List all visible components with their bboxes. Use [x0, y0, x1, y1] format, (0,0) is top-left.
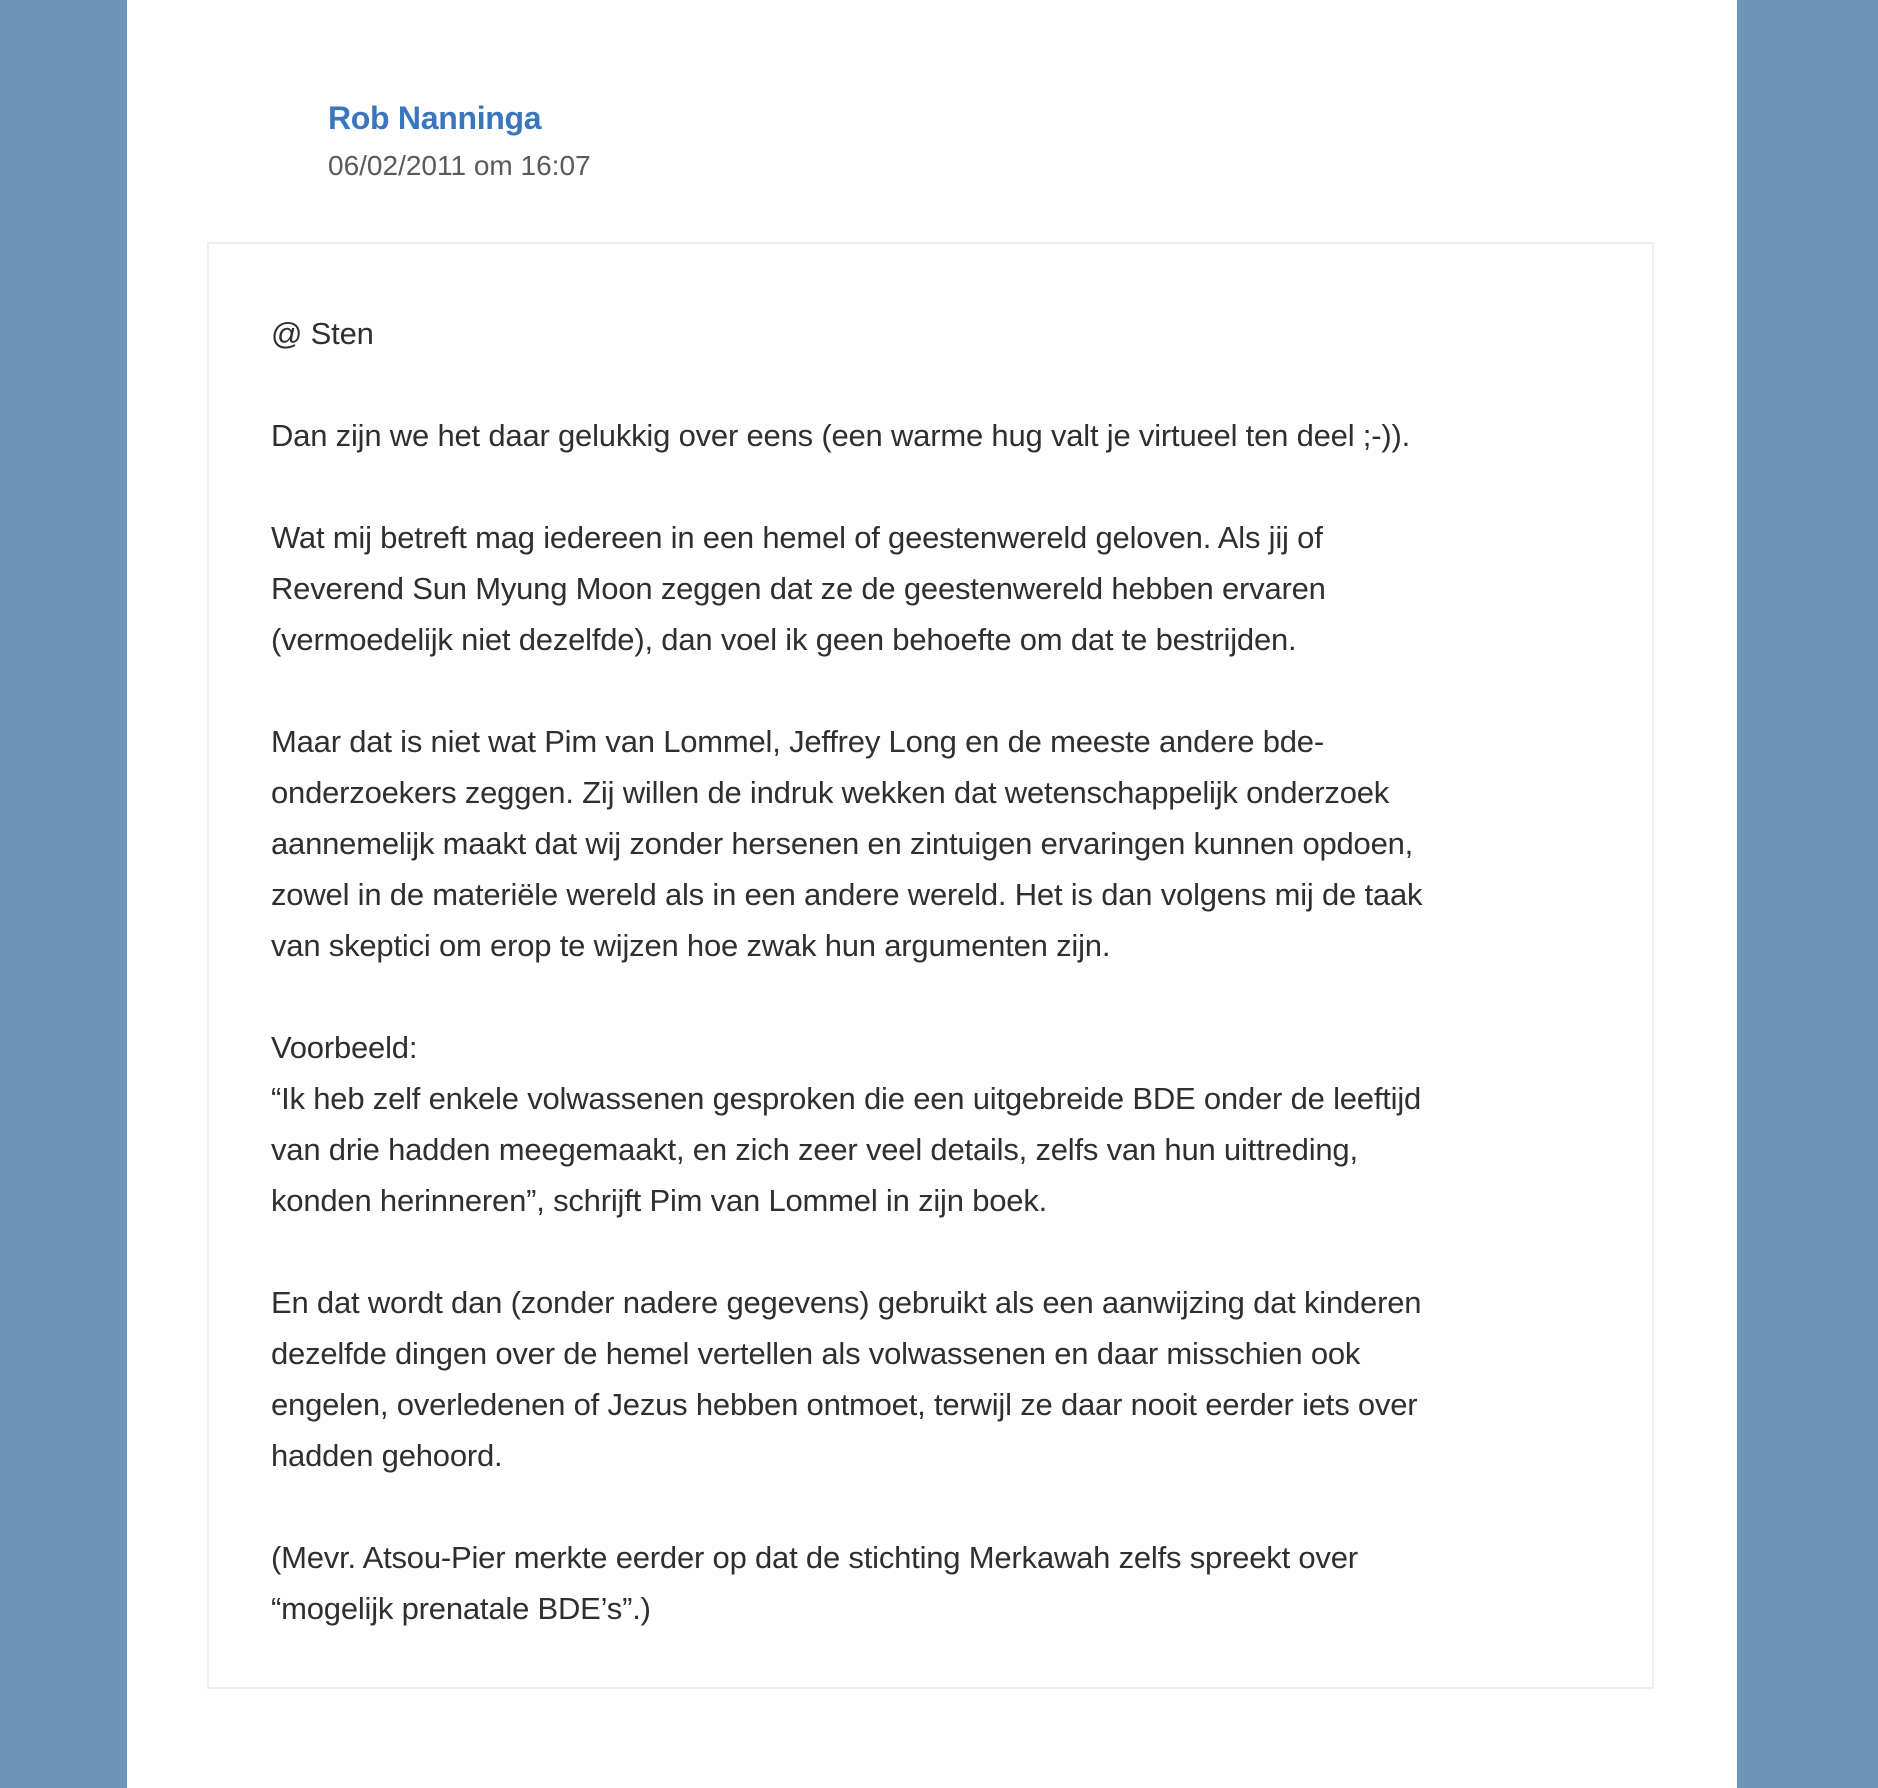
comment-body [271, 308, 1591, 1634]
comment-line: “mogelijk prenatale BDE’s”.) [271, 1591, 651, 1626]
comment-line: (Mevr. Atsou-Pier merkte eerder op dat de stichting Merkawah zelfs spreekt over [271, 1540, 1358, 1575]
comment-line: @ Sten [271, 316, 374, 351]
comment-line: aannemelijk maakt dat wij zonder hersenen en zintuigen ervaringen kunnen opdoen, [271, 826, 1414, 861]
comment-paragraph [271, 308, 1591, 359]
comment-paragraph [271, 512, 1591, 665]
comment-line: (vermoedelijk niet dezelfde), dan voel ik geen behoefte om dat te bestrijden. [271, 622, 1297, 657]
comment-line: Wat mij betreft mag iedereen in een hemel of geestenwereld geloven. Als jij of [271, 520, 1323, 555]
comment-paragraph [271, 1532, 1591, 1634]
comment-line: hadden gehoord. [271, 1438, 503, 1473]
comment-author-link[interactable]: Rob Nanninga [328, 100, 542, 136]
comment-paragraph [271, 410, 1591, 461]
comment-line: Dan zijn we het daar gelukkig over eens (een warme hug valt je virtueel ten deel ;-)). [271, 418, 1411, 453]
comment-box [207, 242, 1654, 1689]
comment-paragraph [271, 1277, 1591, 1481]
comment-line: Maar dat is niet wat Pim van Lommel, Jeffrey Long en de meeste andere bde- [271, 724, 1324, 759]
comment-line: Reverend Sun Myung Moon zeggen dat ze de geestenwereld hebben ervaren [271, 571, 1326, 606]
comment-line: van drie hadden meegemaakt, en zich zeer veel details, zelfs van hun uittreding, [271, 1132, 1358, 1167]
comment-line: En dat wordt dan (zonder nadere gegevens) gebruikt als een aanwijzing dat kinderen [271, 1285, 1422, 1320]
comment-paragraph [271, 1022, 1591, 1226]
comment-timestamp[interactable]: 06/02/2011 om 16:07 [328, 150, 591, 181]
comment-paragraph [271, 716, 1591, 971]
comment-line: dezelfde dingen over de hemel vertellen als volwassenen en daar misschien ook [271, 1336, 1361, 1371]
comment-line: van skeptici om erop te wijzen hoe zwak hun argumenten zijn. [271, 928, 1111, 963]
comment-line: onderzoekers zeggen. Zij willen de indruk wekken dat wetenschappelijk onderzoek [271, 775, 1390, 810]
comment-line: “Ik heb zelf enkele volwassenen gesproken die een uitgebreide BDE onder de leeftijd [271, 1081, 1422, 1116]
comment-line: Voorbeeld: [271, 1030, 418, 1065]
comment-line: zowel in de materiële wereld als in een andere wereld. Het is dan volgens mij de taak [271, 877, 1423, 912]
comment-line: engelen, overledenen of Jezus hebben ontmoet, terwijl ze daar nooit eerder iets over [271, 1387, 1418, 1422]
comment-line: konden herinneren”, schrijft Pim van Lommel in zijn boek. [271, 1183, 1048, 1218]
